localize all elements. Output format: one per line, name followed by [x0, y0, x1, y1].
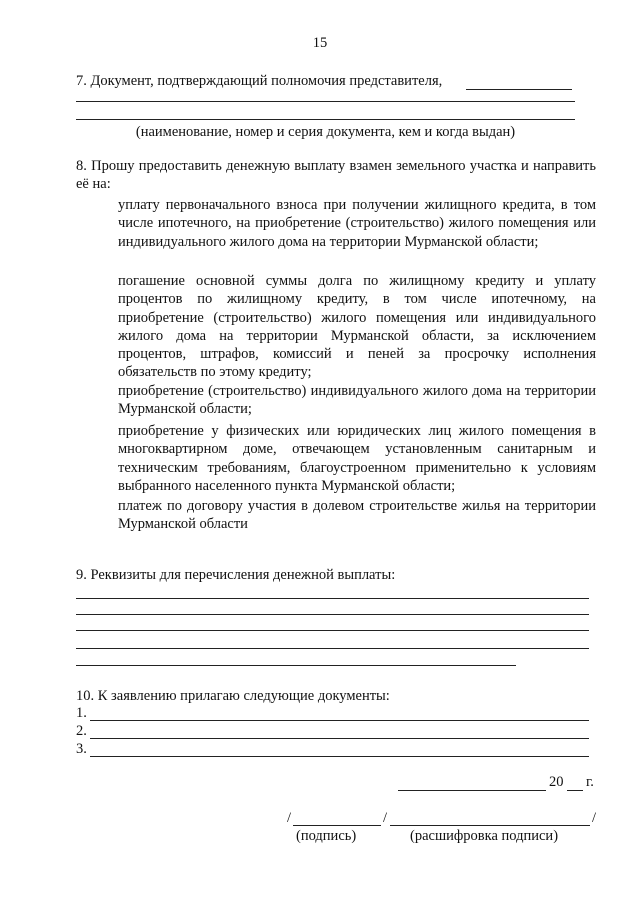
section10-number-2: 2. — [76, 723, 87, 739]
signature-field-line[interactable] — [293, 825, 381, 826]
signature-decode-caption: (расшифровка подписи) — [410, 828, 559, 844]
section10-field-line-1[interactable] — [90, 720, 589, 721]
signature-slash-3: / — [592, 810, 597, 826]
section7-field-line-1[interactable] — [76, 101, 575, 102]
section10-field-line-3[interactable] — [90, 756, 589, 757]
section7-caption: (наименование, номер и серия документа, кем и когда выдан) — [135, 124, 516, 140]
section7-field-line-2[interactable] — [76, 119, 575, 120]
date-field-line[interactable] — [398, 790, 546, 791]
signature-caption: (подпись) — [296, 828, 357, 844]
section9-field-line-5[interactable] — [76, 665, 516, 666]
signature-decode-field-line[interactable] — [390, 825, 590, 826]
year-prefix: 20 — [549, 774, 564, 790]
section8-item-5: платеж по договору участия в долевом строительстве жилья на территории Мурманской области — [118, 498, 596, 533]
section9-field-line-4[interactable] — [76, 648, 589, 649]
section10-label: 10. К заявлению прилагаю следующие документы: — [76, 688, 390, 704]
signature-slash-2: / — [383, 810, 388, 826]
section7-field-inline[interactable] — [466, 89, 572, 90]
section10-number-3: 3. — [76, 741, 87, 757]
section10-field-line-2[interactable] — [90, 738, 589, 739]
section8-item-1: уплату первоначального взноса при получении жилищного кредита, в том числе ипотечного, на приобретение (строительство) жилого помещения или индивидуального жилого дома на территории Мурманской области; — [118, 197, 596, 250]
section10-number-1: 1. — [76, 705, 87, 721]
year-field-line[interactable] — [567, 790, 583, 791]
section8-item-3: приобретение (строительство) индивидуального жилого дома на территории Мурманской области; — [118, 383, 596, 418]
section8-item-2: погашение основной суммы долга по жилищному кредиту и уплату процентов по жилищному кредиту, в том числе ипотечному, на приобретение (строительство) жилого помещения или индивидуального жилого дома на территории Мурманской области, за исключением процентов, штрафов, комиссий и пеней за просрочку исполнения обязательств по этому кредиту; — [118, 273, 596, 381]
section7-label: 7. Документ, подтверждающий полномочия представителя, — [76, 73, 443, 89]
section8-item-4: приобретение у физических или юридических лиц жилого помещения в многоквартирном доме, отвечающем установленным санитарным и техническим требованиям, благоустроенном применительно к условиям выбранного населенного пункта Мурманской области; — [118, 423, 596, 494]
section9-field-line-3[interactable] — [76, 630, 589, 631]
signature-slash-1: / — [287, 810, 292, 826]
section9-field-line-2[interactable] — [76, 614, 589, 615]
year-suffix: г. — [586, 774, 594, 790]
section9-field-line-1[interactable] — [76, 598, 589, 599]
page-number: 15 — [312, 35, 328, 51]
section8-heading: 8. Прошу предоставить денежную выплату взамен земельного участка и направить её на: — [76, 158, 596, 193]
section9-label: 9. Реквизиты для перечисления денежной выплаты: — [76, 567, 396, 583]
